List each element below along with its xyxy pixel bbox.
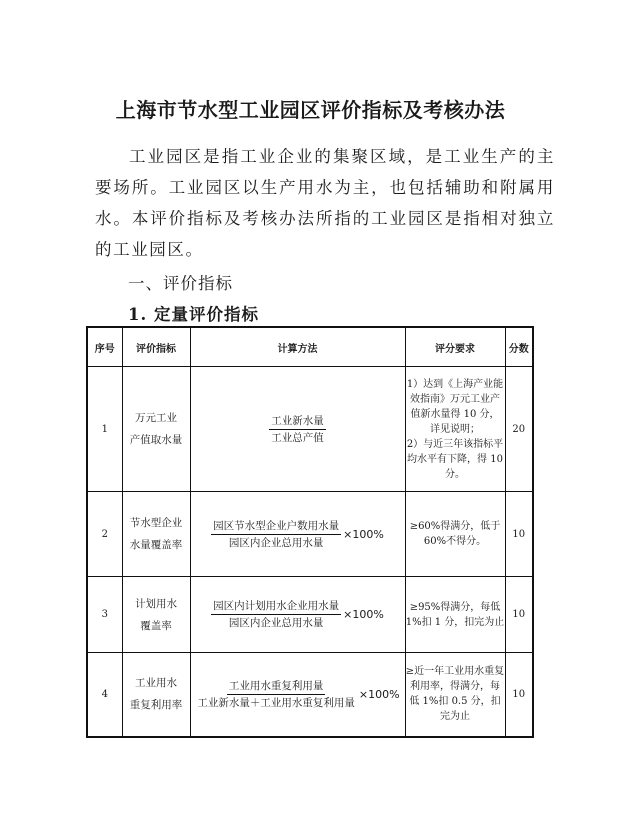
row-requirement bbox=[405, 367, 505, 492]
row-indicator-name bbox=[122, 653, 190, 737]
formula-numerator: 园区节水型企业户数用水量 bbox=[211, 519, 341, 535]
requirement-text: 1）达到《上海产业能效指南》万元工业产值新水量得 10 分，详见说明； 2）与近三年该指标平均水平有下降，得 10 分。 bbox=[406, 378, 504, 480]
row-index: 4 bbox=[87, 653, 122, 737]
table-row bbox=[87, 492, 533, 577]
formula bbox=[211, 599, 384, 630]
section-heading-evaluation-indicators: 一、评价指标 bbox=[128, 274, 233, 293]
row-score: 10 bbox=[505, 577, 533, 653]
row-score: 10 bbox=[505, 653, 533, 737]
formula-denominator: 工业总产值 bbox=[271, 431, 324, 444]
row-method-formula bbox=[190, 653, 405, 737]
formula-multiplier: ×100% bbox=[343, 608, 384, 621]
indicator-name-line: 万元工业 bbox=[135, 412, 177, 424]
header-indicator: 评价指标 bbox=[122, 327, 190, 367]
row-score: 20 bbox=[505, 367, 533, 492]
formula bbox=[269, 414, 326, 445]
table-row bbox=[87, 653, 533, 737]
formula-multiplier: ×100% bbox=[343, 527, 384, 541]
indicator-name-line: 覆盖率 bbox=[140, 619, 172, 632]
table-header-row bbox=[87, 327, 533, 367]
formula-denominator: 园区内企业总用水量 bbox=[228, 617, 324, 629]
row-score: 10 bbox=[505, 492, 533, 577]
formula-multiplier: ×100% bbox=[358, 687, 400, 701]
formula-denominator: 园区内企业总用水量 bbox=[228, 536, 324, 549]
indicator-name-line: 水量覆盖率 bbox=[129, 539, 183, 551]
row-indicator-name bbox=[122, 492, 190, 577]
row-index: 1 bbox=[87, 367, 122, 492]
row-indicator-name bbox=[122, 577, 190, 653]
row-method-formula bbox=[190, 577, 405, 653]
header-index: 序号 bbox=[87, 327, 122, 367]
indicator-table bbox=[86, 326, 534, 738]
formula bbox=[195, 679, 399, 710]
header-method: 计算方法 bbox=[190, 327, 405, 367]
indicator-name-line: 重复利用率 bbox=[129, 699, 183, 712]
table-row bbox=[87, 577, 533, 653]
indicator-name-line: 计划用水 bbox=[135, 597, 177, 610]
indicator-name-line: 节水型企业 bbox=[129, 517, 183, 529]
indicator-name-line: 产值取水量 bbox=[129, 434, 183, 446]
row-index: 3 bbox=[87, 577, 122, 653]
formula-numerator: 园区内计划用水企业用水量 bbox=[211, 599, 341, 615]
subsection-heading-quantitative-indicators: 1. 定量评价指标 bbox=[128, 305, 259, 324]
intro-paragraph: 工业园区是指工业企业的集聚区域，是工业生产的主要场所。工业园区以生产用水为主，也包括辅助和附属用水。本评价指标及考核办法所指的工业园区是指相对独立的工业园区。 bbox=[95, 147, 555, 259]
indicator-name-line: 工业用水 bbox=[135, 677, 177, 690]
header-requirement: 评分要求 bbox=[405, 327, 505, 367]
row-index: 2 bbox=[87, 492, 122, 577]
page-title: 上海市节水型工业园区评价指标及考核办法 bbox=[115, 98, 506, 123]
table-row bbox=[87, 367, 533, 492]
row-method-formula bbox=[190, 367, 405, 492]
formula bbox=[211, 519, 384, 550]
row-requirement: ≥95%得满分，每低 1%扣 1 分，扣完为止 bbox=[405, 577, 505, 653]
row-requirement: ≥60%得满分，低于 60%不得分。 bbox=[405, 492, 505, 577]
row-method-formula bbox=[190, 492, 405, 577]
formula-denominator: 工业新水量＋工业用水重复利用量 bbox=[197, 696, 355, 709]
header-score: 分数 bbox=[505, 327, 533, 367]
row-requirement: ≥近一年工业用水重复利用率，得满分，每低 1%扣 0.5 分，扣完为止 bbox=[405, 653, 505, 737]
row-indicator-name bbox=[122, 367, 190, 492]
formula-numerator: 工业用水重复利用量 bbox=[227, 679, 326, 695]
formula-numerator: 工业新水量 bbox=[269, 414, 326, 430]
